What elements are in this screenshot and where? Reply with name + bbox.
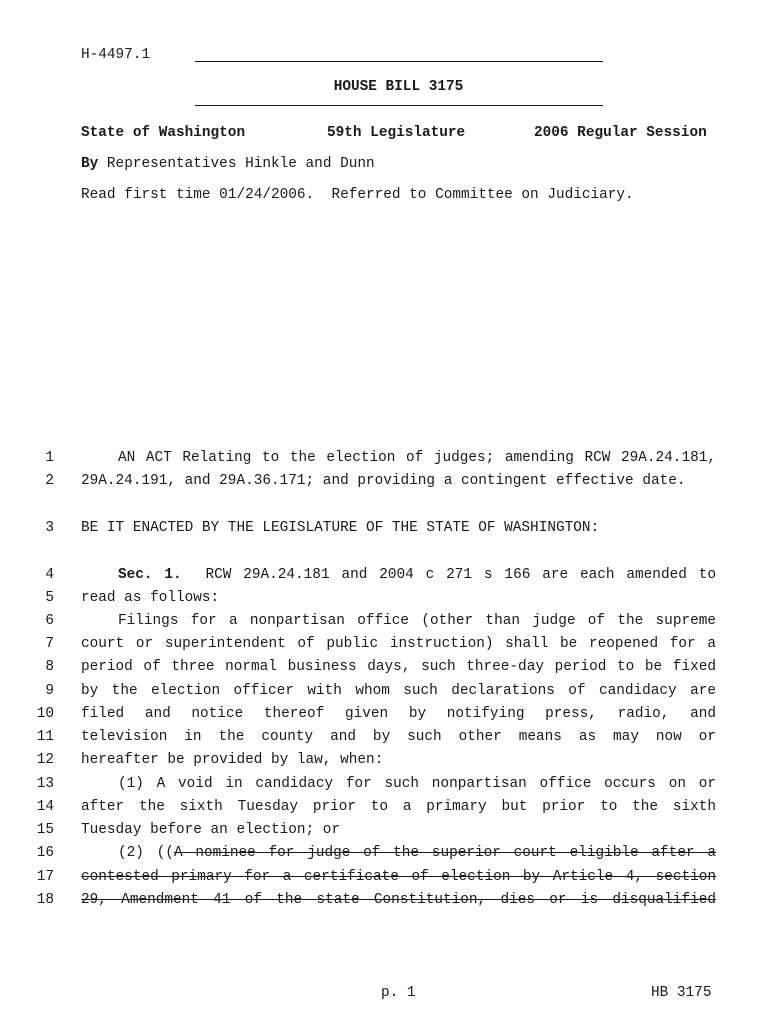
line-number: 1 [45, 450, 54, 466]
bill-line: 29A.24.191, and 29A.36.171; and providing a contingent effective date. [81, 473, 686, 489]
draft-id: H-4497.1 [81, 47, 151, 63]
section-heading-line [81, 566, 716, 584]
sponsors-line [81, 155, 375, 173]
bill-line-amended [81, 844, 716, 862]
bill-line: Tuesday before an election; or [81, 822, 341, 838]
session-name: 2006 Regular Session [534, 125, 707, 141]
line-number: 14 [36, 799, 54, 815]
line-number: 11 [36, 729, 54, 745]
line-number: 15 [36, 822, 54, 838]
bill-line: hereafter be provided by law, when: [81, 752, 384, 768]
line-number: 4 [45, 567, 54, 583]
bill-line: AN ACT Relating to the election of judges; amending RCW 29A.24.181, [118, 450, 716, 466]
read-first-line: Read first time 01/24/2006. Referred to Committee on Judiciary. [81, 187, 634, 203]
sponsors-prefix: By [81, 156, 99, 172]
enacting-clause: BE IT ENACTED BY THE LEGISLATURE OF THE STATE OF WASHINGTON: [81, 520, 600, 536]
struck-text: 29, Amendment 41 of the state Constitution, dies or is disqualified [81, 892, 716, 908]
line-number: 10 [36, 706, 54, 722]
bill-title: HOUSE BILL 3175 [333, 79, 464, 95]
bill-line: period of three normal business days, such three-day period to be fixed [81, 659, 716, 675]
bill-line: read as follows: [81, 590, 220, 606]
page-number: p. 1 [381, 985, 416, 1001]
legislature-number: 59th Legislature [327, 125, 466, 141]
line-number: 12 [36, 752, 54, 768]
line-number: 13 [36, 776, 54, 792]
struck-text: contested primary for a certificate of election by Article 4, section [81, 869, 716, 885]
line-number: 9 [45, 683, 54, 699]
bill-line: Filings for a nonpartisan office (other than judge of the supreme [118, 613, 716, 629]
amendment-prefix: (2) (( [118, 845, 174, 861]
footer-bill-ref: HB 3175 [651, 985, 712, 1001]
bill-line: after the sixth Tuesday prior to a primary but prior to the sixth [81, 799, 716, 815]
bill-line: by the election officer with whom such declarations of candidacy are [81, 683, 716, 699]
section-heading-text: RCW 29A.24.181 and 2004 c 271 s 166 are each amended to [205, 567, 716, 583]
line-number: 7 [45, 636, 54, 652]
line-number: 2 [45, 473, 54, 489]
sponsors: Representatives Hinkle and Dunn [106, 156, 375, 172]
bill-line: filed and notice thereof given by notifying press, radio, and [81, 706, 716, 722]
line-number: 17 [36, 869, 54, 885]
line-number: 3 [45, 520, 54, 536]
header-rule-top [195, 61, 603, 62]
line-number: 5 [45, 590, 54, 606]
line-number: 8 [45, 659, 54, 675]
bill-line: court or superintendent of public instruction) shall be reopened for a [81, 636, 716, 652]
struck-text: A nominee for judge of the superior court eligible after a [173, 845, 716, 861]
line-number: 6 [45, 613, 54, 629]
bill-line: (1) A void in candidacy for such nonpartisan office occurs on or [118, 776, 716, 792]
header-rule-bottom [195, 105, 603, 106]
state-name: State of Washington [81, 125, 246, 141]
line-number: 16 [36, 845, 54, 861]
bill-line: television in the county and by such other means as may now or [81, 729, 716, 745]
section-label: Sec. 1. [118, 567, 182, 583]
line-number: 18 [36, 892, 54, 908]
